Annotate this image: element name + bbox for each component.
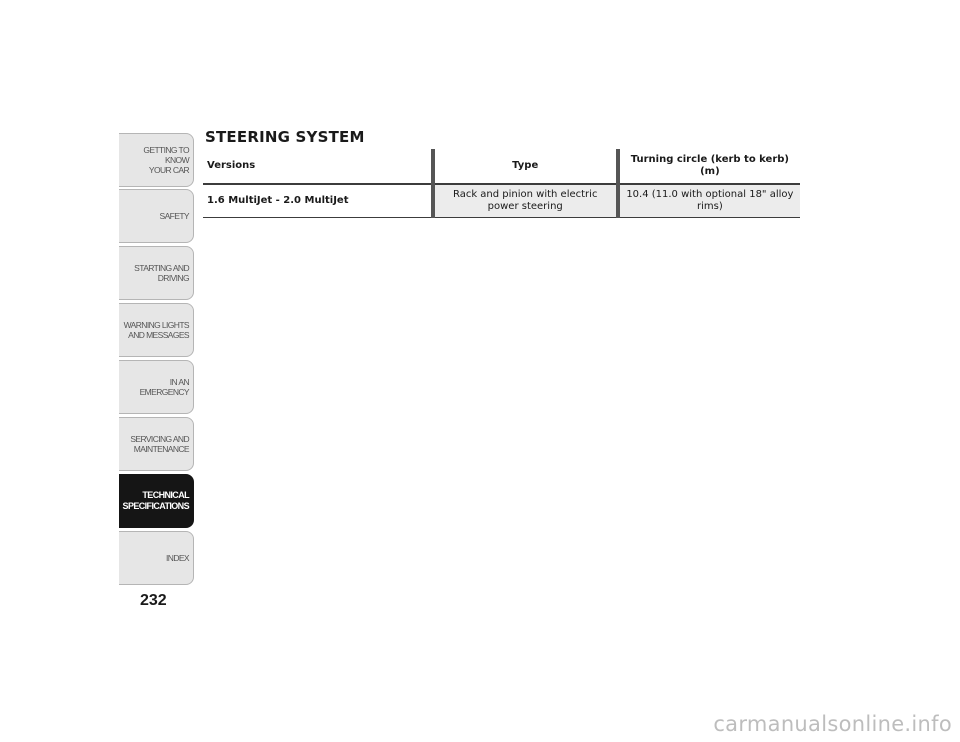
cell-turning-circle	[618, 184, 800, 218]
header-type: Type	[433, 149, 618, 184]
tab-getting-to-know-your-car[interactable]	[119, 133, 194, 187]
tab-label: IN AN EMERGENCY	[139, 377, 189, 397]
table-row	[203, 184, 800, 218]
cell-type-text: Rack and pinion with electric power steering	[452, 189, 598, 212]
tab-label: WARNING LIGHTS AND MESSAGES	[123, 320, 189, 340]
tab-starting-and-driving[interactable]	[119, 246, 194, 300]
tab-warning-lights-and-messages[interactable]	[119, 303, 194, 357]
header-turning-circle-text: Turning circle (kerb to kerb) (m)	[630, 154, 789, 177]
cell-type	[433, 184, 618, 218]
tab-label: GETTING TO KNOW YOUR CAR	[143, 145, 189, 175]
tab-technical-specifications[interactable]	[119, 474, 194, 528]
cell-versions: 1.6 MultiJet - 2.0 MultiJet	[203, 184, 433, 218]
tab-label: SAFETY	[159, 211, 189, 221]
tab-index[interactable]	[119, 531, 194, 585]
tab-servicing-and-maintenance[interactable]	[119, 417, 194, 471]
page-number: 232	[140, 592, 167, 609]
tab-label: TECHNICAL SPECIFICATIONS	[122, 490, 189, 511]
tab-label: INDEX	[166, 553, 189, 563]
tab-safety[interactable]	[119, 189, 194, 243]
table-header-row	[203, 149, 800, 184]
tab-label: STARTING AND DRIVING	[134, 263, 189, 283]
header-turning-circle	[618, 149, 800, 184]
section-title: STEERING SYSTEM	[205, 128, 365, 146]
header-versions: Versions	[203, 149, 433, 184]
steering-system-table	[203, 149, 800, 218]
watermark: carmanualsonline.info	[713, 712, 952, 736]
cell-turning-circle-text: 10.4 (11.0 with optional 18" alloy rims)	[626, 189, 794, 212]
tab-label: SERVICING AND MAINTENANCE	[130, 434, 189, 454]
tab-in-an-emergency[interactable]	[119, 360, 194, 414]
